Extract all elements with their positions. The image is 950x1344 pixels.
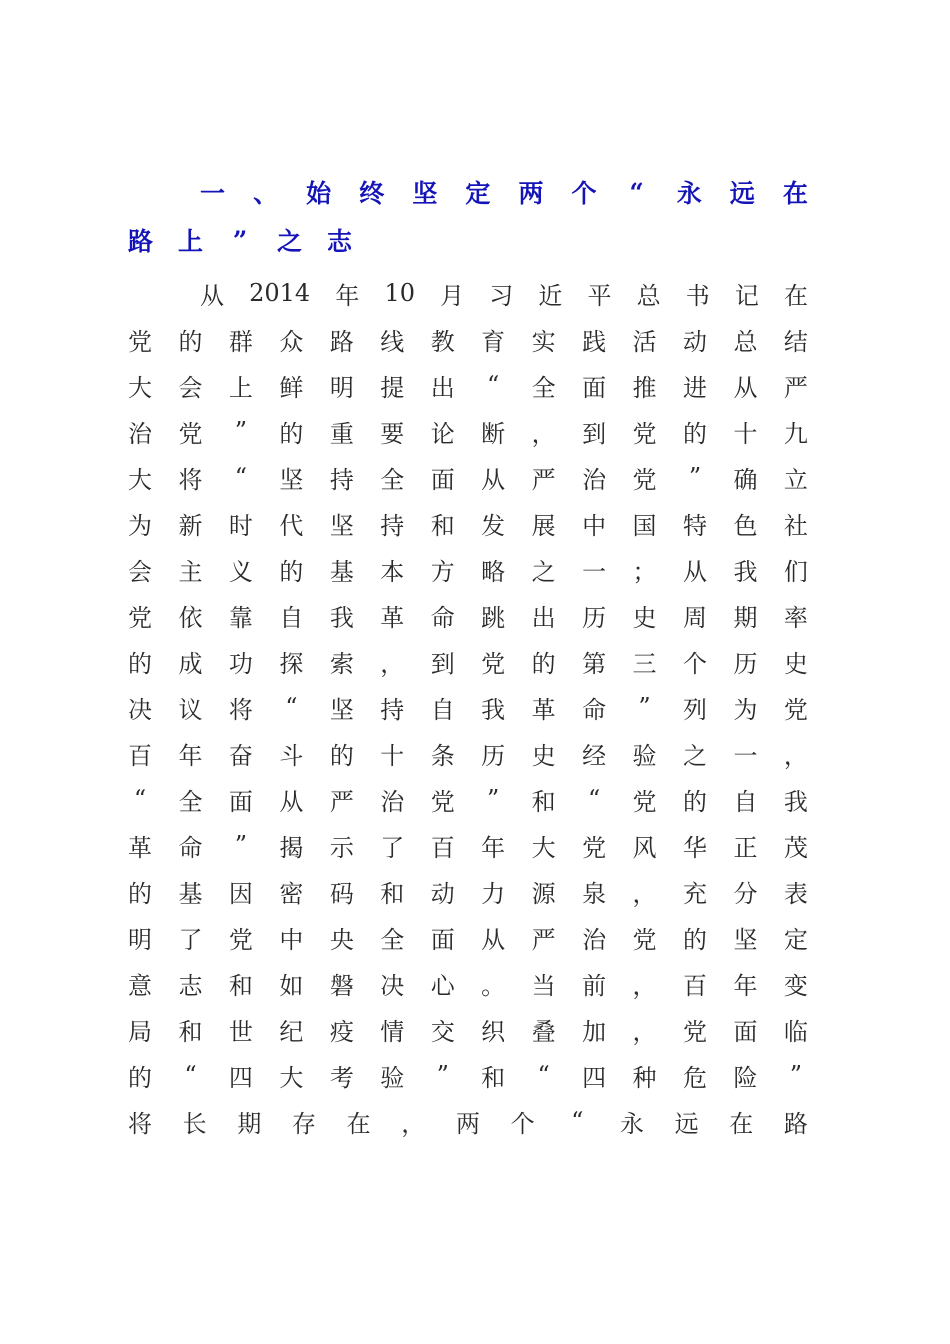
body-line: 治 党 ” 的 重 要 论 断 ， 到 党 的 十 九	[128, 417, 808, 448]
body-line: 意 志 和 如 磐 决 心 。 当 前 ， 百 年 变	[128, 971, 808, 1000]
body-line: 革 命 ” 揭 示 了 百 年 大 党 风 华 正 茂	[128, 831, 808, 862]
body-line: 明 了 党 中 央 全 面 从 严 治 党 的 坚 定	[128, 925, 808, 954]
section-heading	[128, 168, 808, 264]
body-line: 从 2014 年 10 月 习 近 平 总 书 记 在	[200, 279, 808, 310]
body-line: 决 议 将 “ 坚 持 自 我 革 命 ” 列 为 党	[128, 693, 808, 724]
body-line: 大 将 “ 坚 持 全 面 从 严 治 党 ” 确 立	[128, 463, 808, 494]
body-line: 的 成 功 探 索 ， 到 党 的 第 三 个 历 史	[128, 649, 808, 678]
body-line: 的 基 因 密 码 和 动 力 源 泉 ， 充 分 表	[128, 879, 808, 908]
heading-line-2: 路 上 ” 之 志	[128, 225, 353, 256]
heading-line-1: 一 、 始 终 坚 定 两 个 “ 永 远 在	[200, 177, 808, 208]
body-line: 为 新 时 代 坚 持 和 发 展 中 国 特 色 社	[128, 511, 808, 540]
body-line: 党 的 群 众 路 线 教 育 实 践 活 动 总 结	[128, 327, 808, 356]
body-line: 党 依 靠 自 我 革 命 跳 出 历 史 周 期 率	[128, 603, 808, 632]
body-line: 的 “ 四 大 考 验 ” 和 “ 四 种 危 险 ”	[128, 1061, 803, 1092]
body-line: 百 年 奋 斗 的 十 条 历 史 经 验 之 一 ，	[128, 741, 808, 770]
body-line: “ 全 面 从 严 治 党 ” 和 “ 党 的 自 我	[133, 785, 808, 816]
body-line: 会 主 义 的 基 本 方 略 之 一 ； 从 我 们	[128, 557, 808, 586]
body-line: 局 和 世 纪 疫 情 交 织 叠 加 ， 党 面 临	[128, 1017, 808, 1046]
body-paragraph	[128, 270, 808, 1144]
body-line: 将 长 期 存 在 ， 两 个 “ 永 远 在 路	[128, 1107, 808, 1138]
body-line: 大 会 上 鲜 明 提 出 “ 全 面 推 进 从 严	[128, 371, 808, 402]
